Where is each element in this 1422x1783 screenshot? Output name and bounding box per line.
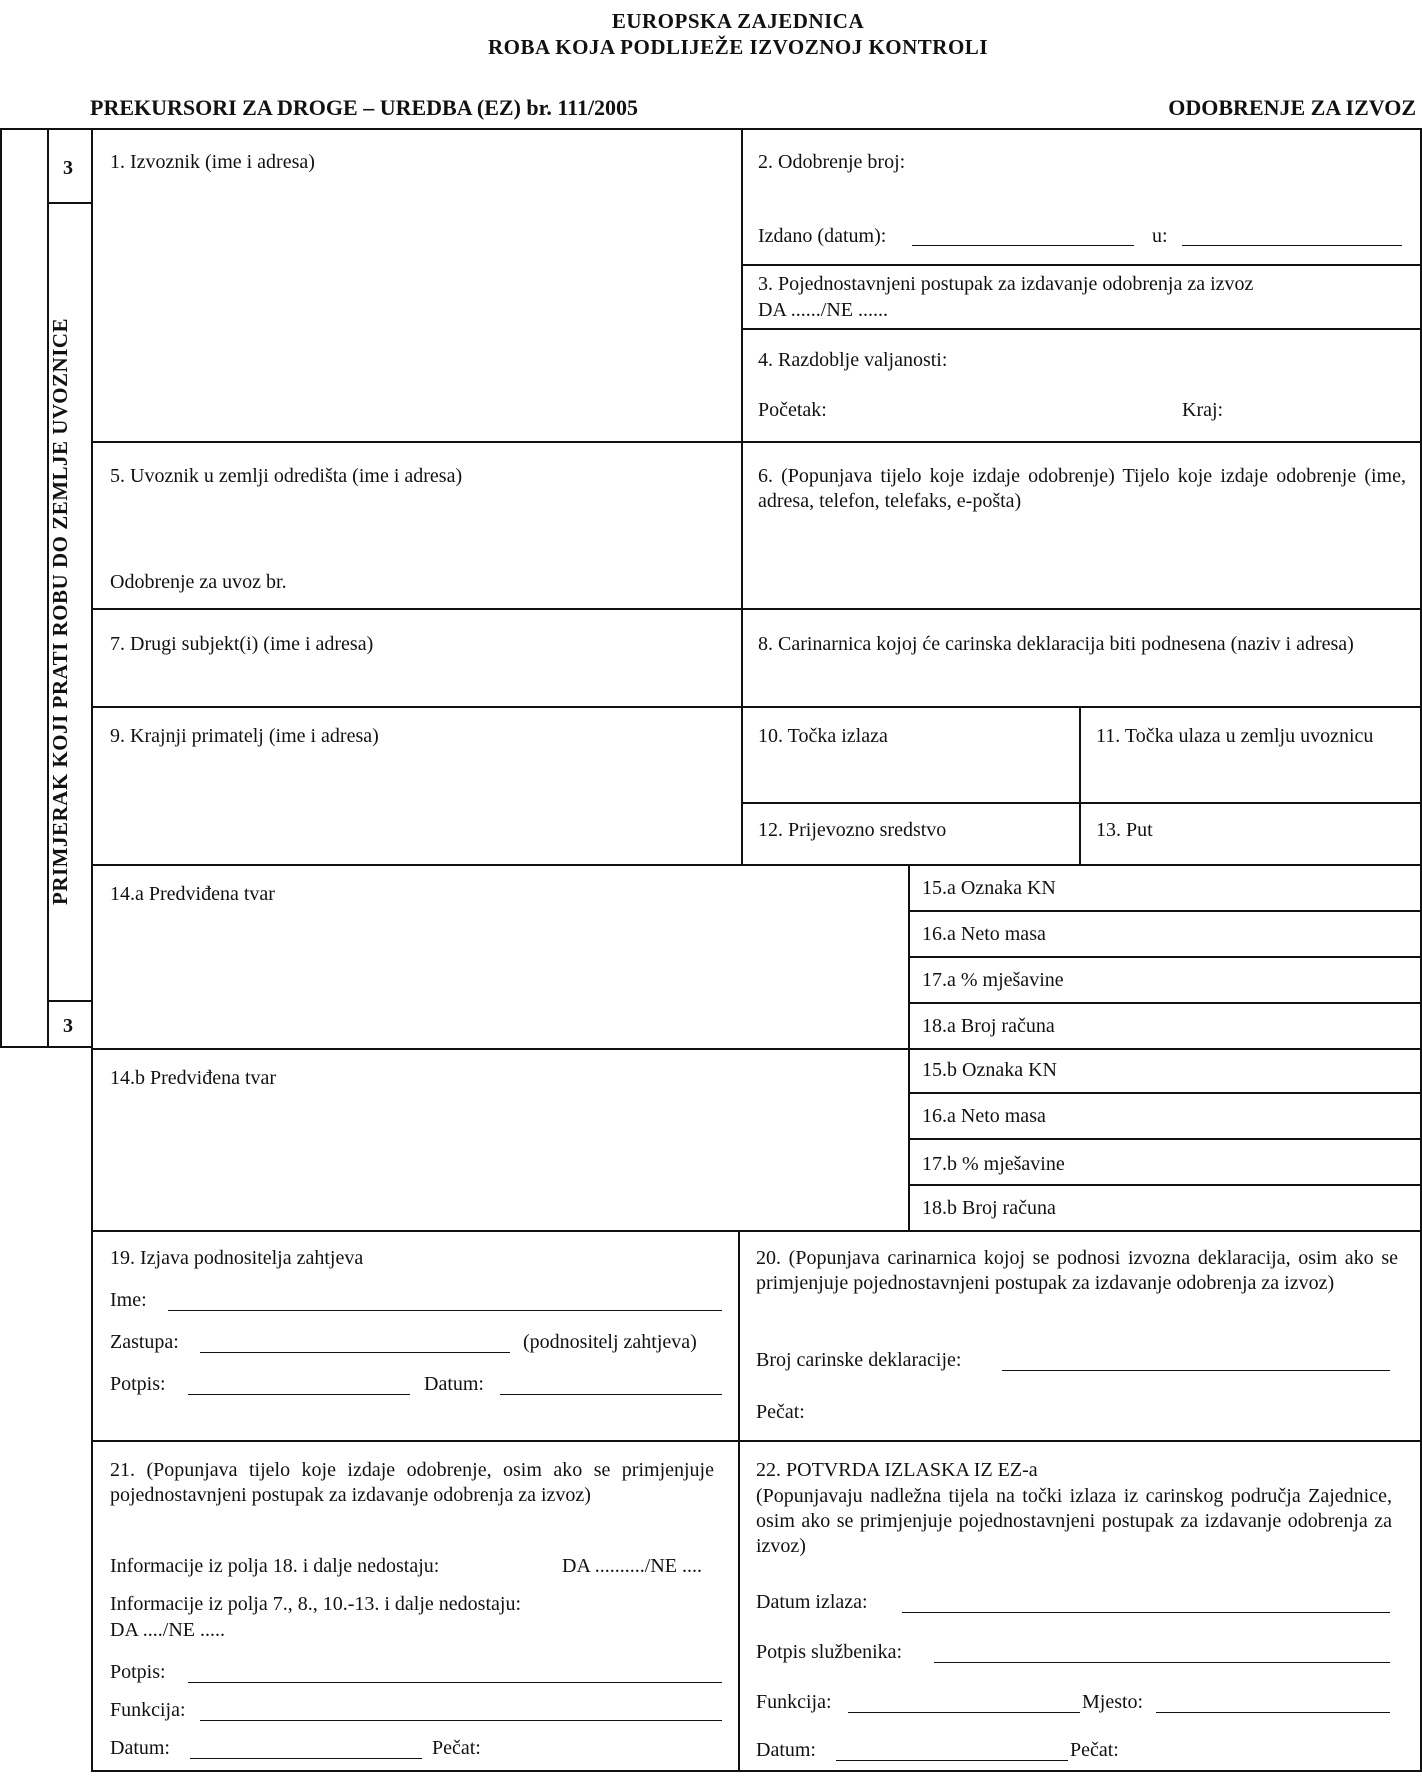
represents-line[interactable] <box>200 1352 510 1353</box>
field-21-info-7-yes-no: DA ..../NE ..... <box>110 1619 225 1641</box>
field-12-transport: 12. Prijevozno sredstvo <box>758 819 947 841</box>
field-20-stamp-label: Pečat: <box>756 1401 805 1423</box>
authority-function-line[interactable] <box>200 1720 722 1721</box>
field-19-name-label: Ime: <box>110 1289 147 1311</box>
applicant-signature-line[interactable] <box>188 1394 410 1395</box>
applicant-date-line[interactable] <box>500 1394 722 1395</box>
field-3-yes-no: DA ....../NE ...... <box>758 299 888 321</box>
exit-date-line[interactable] <box>902 1612 1390 1613</box>
issued-date-line[interactable] <box>912 245 1134 246</box>
header-regulation: PREKURSORI ZA DROGE – UREDBA (EZ) br. 111/2005 <box>90 95 639 120</box>
field-6-issuing-authority: 6. (Popunjava tijelo koje izdaje odobrenje) Tijelo koje izdaje odobrenje (ime, adresa, telefon, telefaks, e-pošta) <box>758 465 1406 512</box>
header-title: EUROPSKA ZAJEDNICA <box>611 9 865 33</box>
field-15a-cn-code: 15.a Oznaka KN <box>922 877 1056 899</box>
field-15b-cn-code: 15.b Oznaka KN <box>922 1059 1057 1081</box>
field-19-declaration: 19. Izjava podnositelja zahtjeva <box>110 1247 364 1269</box>
field-22-exit-date-label: Datum izlaza: <box>756 1591 868 1613</box>
field-21-info-18-label: Informacije iz polja 18. i dalje nedostaju: <box>110 1555 440 1577</box>
field-1-exporter: 1. Izvoznik (ime i adresa) <box>110 151 315 173</box>
field-21-authority-note: 21. (Popunjava tijelo koje izdaje odobrenje, osim ako se primjenjuje pojednostavnjeni postupak za izdavanje odobrenja za izvoz) <box>110 1459 714 1506</box>
field-20-declaration-label: Broj carinske deklaracije: <box>756 1349 962 1371</box>
field-22-exit-confirmation: 22. POTVRDA IZLASKA IZ EZ-a <box>756 1459 1038 1481</box>
field-22-date-label: Datum: <box>756 1739 816 1761</box>
field-5-importer: 5. Uvoznik u zemlji odredišta (ime i adresa) <box>110 465 463 487</box>
field-18b-invoice: 18.b Broj računa <box>922 1197 1056 1219</box>
field-21-date-label: Datum: <box>110 1737 170 1759</box>
field-18a-invoice: 18.a Broj računa <box>922 1015 1055 1037</box>
authority-date-line[interactable] <box>190 1758 422 1759</box>
field-16a-net-mass: 16.a Neto masa <box>922 923 1046 945</box>
field-5-import-auth: Odobrenje za uvoz br. <box>110 571 287 593</box>
exit-place-line[interactable] <box>1156 1712 1390 1713</box>
officer-function-line[interactable] <box>848 1712 1080 1713</box>
field-14b-substance: 14.b Predviđena tvar <box>110 1067 277 1089</box>
field-22-stamp-label: Pečat: <box>1070 1739 1119 1761</box>
field-22-officer-label: Potpis službenika: <box>756 1641 903 1663</box>
field-2-at-label: u: <box>1152 225 1168 247</box>
header-doc-type: ODOBRENJE ZA IZVOZ <box>1168 95 1416 120</box>
copy-number-bottom: 3 <box>63 1015 73 1037</box>
field-4-end-label: Kraj: <box>1182 399 1224 421</box>
field-22-description: (Popunjavaju nadležna tijela na točki izlaza iz carinskog područja Zajednice, osim ako se primjenjuje pojednostavnjeni postupak za izdavanje odobrenja za izvoz) <box>756 1485 1392 1557</box>
field-21-info-7-label: Informacije iz polja 7., 8., 10.-13. i dalje nedostaju: <box>110 1593 521 1615</box>
field-17a-mixture: 17.a % mješavine <box>922 969 1064 991</box>
field-11-entry-point: 11. Točka ulaza u zemlju uvoznicu <box>1096 725 1374 747</box>
field-19-date-label: Datum: <box>424 1373 484 1395</box>
field-22-function-label: Funkcija: <box>756 1691 832 1713</box>
header-subtitle: ROBA KOJA PODLIJEŽE IZVOZNOJ KONTROLI <box>487 35 988 59</box>
field-10-exit-point: 10. Točka izlaza <box>758 725 888 747</box>
copy-number-top: 3 <box>63 157 73 179</box>
applicant-name-line[interactable] <box>168 1310 722 1311</box>
field-21-signature-label: Potpis: <box>110 1661 166 1683</box>
field-14a-substance: 14.a Predviđena tvar <box>110 883 275 905</box>
customs-declaration-line[interactable] <box>1002 1370 1390 1371</box>
field-8-customs-office: 8. Carinarnica kojoj će carinska deklaracija biti podnesena (naziv i adresa) <box>758 633 1354 655</box>
field-22-place-label: Mjesto: <box>1082 1691 1144 1713</box>
field-20-customs-export: 20. (Popunjava carinarnica kojoj se podnosi izvozna deklaracija, osim ako se primjenjuje pojednostavnjeni postupak za izdavanje odobrenja za izvoz) <box>756 1247 1398 1294</box>
field-19-signature-label: Potpis: <box>110 1373 166 1395</box>
field-17b-mixture: 17.b % mješavine <box>922 1153 1065 1175</box>
field-21-function-label: Funkcija: <box>110 1699 186 1721</box>
field-13-route: 13. Put <box>1096 819 1153 841</box>
field-19-applicant-note: (podnositelj zahtjeva) <box>523 1331 697 1353</box>
issued-place-line[interactable] <box>1182 245 1402 246</box>
officer-signature-line[interactable] <box>934 1662 1390 1663</box>
field-21-info-18-yes-no: DA ........../NE .... <box>562 1555 702 1577</box>
field-4-start-label: Početak: <box>758 399 827 421</box>
field-7-other-operators: 7. Drugi subjekt(i) (ime i adresa) <box>110 633 374 655</box>
authority-signature-line[interactable] <box>188 1682 722 1683</box>
field-2-authorisation-number: 2. Odobrenje broj: <box>758 151 906 173</box>
field-3-simplified-procedure: 3. Pojednostavnjeni postupak za izdavanje odobrenja za izvoz <box>758 273 1254 295</box>
field-16b-net-mass: 16.a Neto masa <box>922 1105 1046 1127</box>
field-4-validity: 4. Razdoblje valjanosti: <box>758 349 948 371</box>
field-9-final-consignee: 9. Krajnji primatelj (ime i adresa) <box>110 725 379 747</box>
field-2-issued-label: Izdano (datum): <box>758 225 887 247</box>
field-21-stamp-label: Pečat: <box>432 1737 481 1759</box>
exit-confirm-date-line[interactable] <box>836 1760 1068 1761</box>
field-19-represents-label: Zastupa: <box>110 1331 179 1353</box>
